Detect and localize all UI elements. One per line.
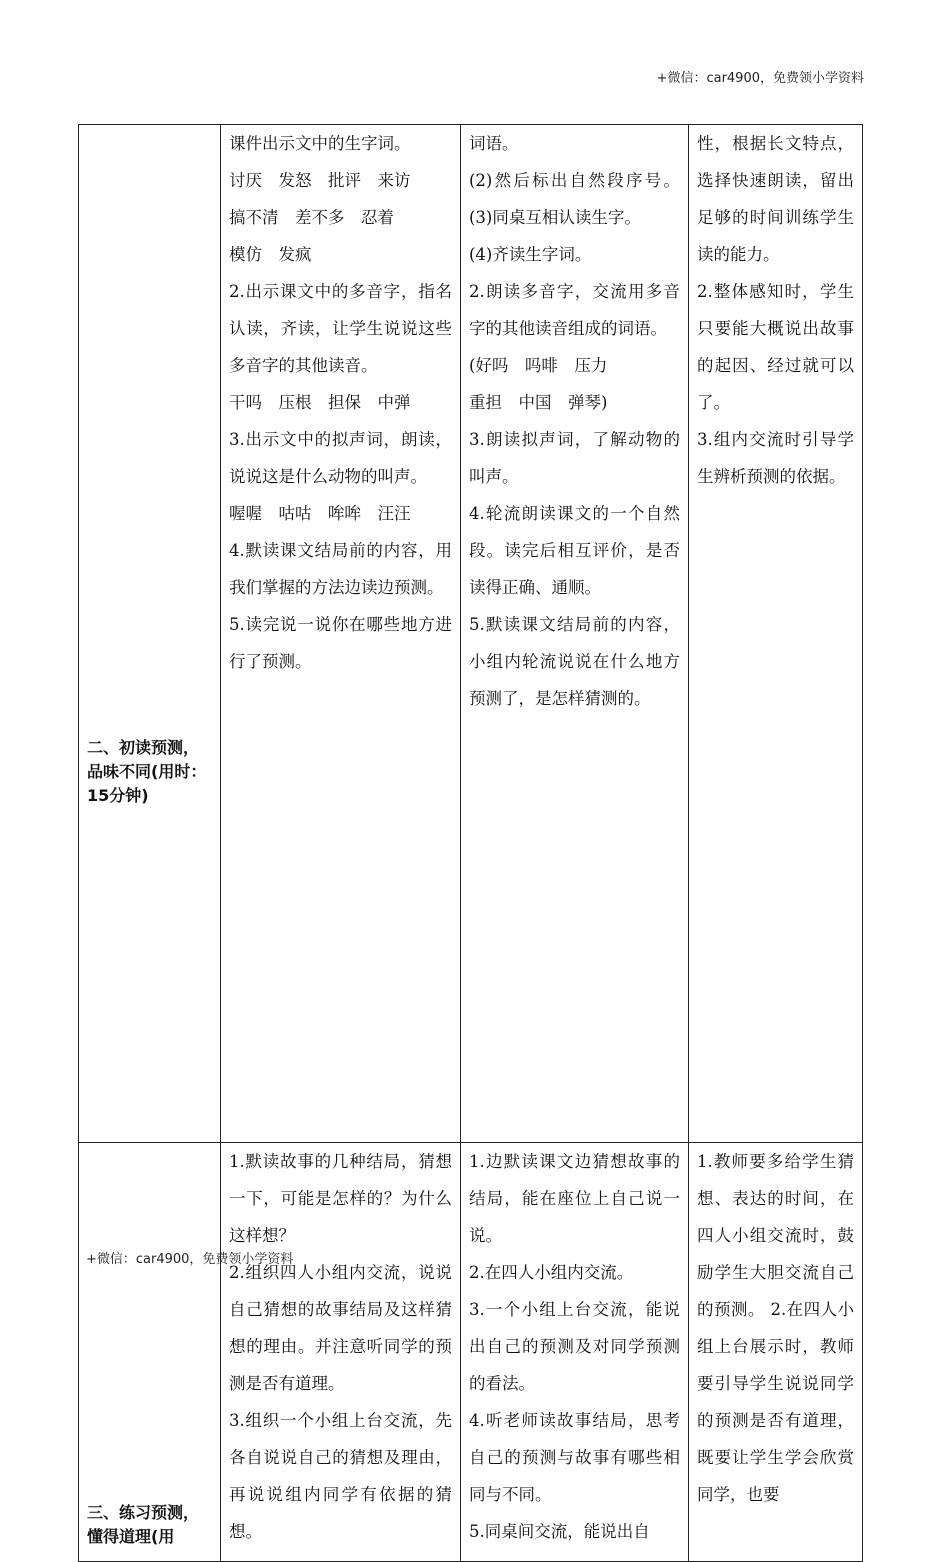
student-line: 4.轮流朗读课文的一个自然段。读完后相互评价，是否读得正确、通顺。 [469, 504, 680, 597]
notes-line: 2.整体感知时，学生只要能大概说出故事的起因、经过就可以了。 [697, 282, 854, 412]
notes-line: 1.教师要多给学生猜想、表达的时间，在四人小组交流时，鼓励学生大胆交流自己的预测。 2.在四人小组上台展示时，教师要引导学生说说同学的预测是否有道理，既要让学生学会欣赏同学，也要 [697, 1152, 854, 1504]
student-line: 3.一个小组上台交流，能说出自己的预测及对同学预测的看法。 [469, 1300, 680, 1393]
student-line: (好吗 吗啡 压力 [469, 356, 608, 375]
teacher-line: 搞不清 差不多 忍着 [229, 208, 394, 227]
teacher-line: 5.读完说一说你在哪些地方进行了预测。 [229, 615, 452, 671]
lesson-plan-table [78, 124, 863, 1562]
teacher-line: 2.出示课文中的多音字，指名认读，齐读，让学生说说这些多音字的其他读音。 [229, 282, 452, 375]
teacher-line: 3.组织一个小组上台交流，先各自说说自己的猜想及理由，再说说组内同学有依据的猜想。 [229, 1411, 452, 1541]
design-notes-cell [689, 125, 863, 1143]
student-line: 词语。 [469, 134, 519, 153]
teacher-activity-cell [221, 125, 461, 1143]
header-watermark-note: +微信：car4900，免费领小学资料 [656, 71, 864, 86]
teacher-line: 课件出示文中的生字词。 [229, 134, 411, 153]
teacher-line: 干吗 压根 担保 中弹 [229, 393, 411, 412]
teacher-line: 模仿 发疯 [229, 245, 312, 264]
teacher-activity-cell [221, 1143, 461, 1562]
footer-watermark-note: +微信：car4900，免费领小学资料 [86, 1252, 294, 1267]
student-activity-cell [461, 1143, 689, 1562]
teacher-line: 喔喔 咕咕 哞哞 汪汪 [229, 504, 411, 523]
student-line: 5.同桌间交流，能说出自 [469, 1522, 650, 1541]
teacher-line: 3.出示文中的拟声词，朗读，说说这是什么动物的叫声。 [229, 430, 452, 486]
teacher-line: 4.默读课文结局前的内容，用我们掌握的方法边读边预测。 [229, 541, 452, 597]
table-row [79, 1143, 863, 1562]
table-row [79, 125, 863, 1143]
student-line: 2.朗读多音字，交流用多音字的其他读音组成的词语。 [469, 282, 680, 338]
teacher-line: 2.组织四人小组内交流，说说自己猜想的故事结局及这样猜想的理由。并注意听同学的预测是否有道理。 [229, 1263, 452, 1393]
notes-line: 性，根据长文特点，选择快速朗读，留出足够的时间训练学生读的能力。 [697, 134, 854, 264]
notes-line: 3.组内交流时引导学生辨析预测的依据。 [697, 430, 854, 486]
teacher-line: 1.默读故事的几种结局，猜想一下，可能是怎样的？为什么这样想？ [229, 1152, 452, 1245]
student-line: 1.边默读课文边猜想故事的结局，能在座位上自己说一说。 [469, 1152, 680, 1245]
design-notes-cell [689, 1143, 863, 1562]
student-activity-cell [461, 125, 689, 1143]
student-line: 3.朗读拟声词，了解动物的叫声。 [469, 430, 680, 486]
student-line: 4.听老师读故事结局，思考自己的预测与故事有哪些相同与不同。 [469, 1411, 680, 1504]
student-line: 5.默读课文结局前的内容，小组内轮流说说在什么地方预测了，是怎样猜测的。 [469, 615, 680, 708]
student-line: 重担 中国 弹琴) [469, 393, 608, 412]
student-line: 2.在四人小组内交流。 [469, 1263, 634, 1282]
stage-cell: 二、初读预测，品味不同(用时：15分钟) [79, 125, 221, 1143]
stage-cell: 三、练习预测，懂得道理(用 [79, 1143, 221, 1562]
teacher-line: 讨厌 发怒 批评 来访 [229, 171, 411, 190]
student-line: (2)然后标出自然段序号。(3)同桌互相认读生字。 [469, 171, 680, 227]
student-line: (4)齐读生字词。 [469, 245, 592, 264]
